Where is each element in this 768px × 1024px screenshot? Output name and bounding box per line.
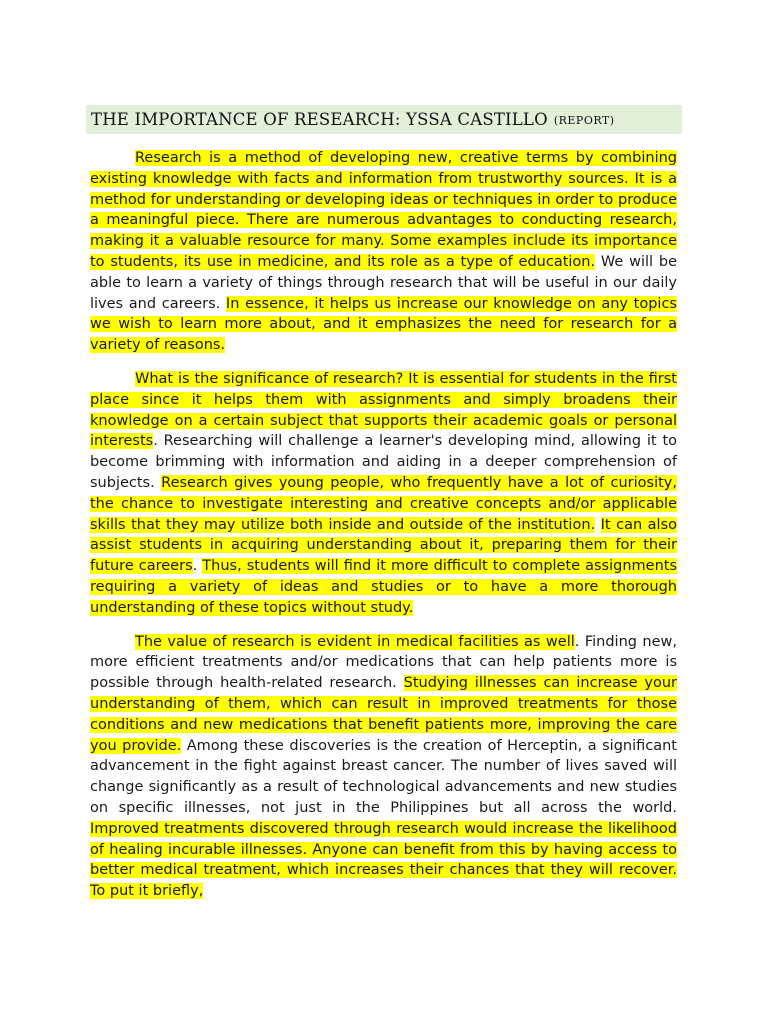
highlighted-text: Research gives young people, who frequently have a lot of curiosity, the chance to investigate interesting and creative concepts and/or applicable skills that they may utilize both inside and outside of the institution.: [90, 474, 677, 533]
document-title-bar: [86, 105, 682, 134]
document-title-suffix: (REPORT): [553, 114, 615, 127]
paragraph-3: [90, 632, 677, 902]
plain-text: [595, 517, 601, 533]
document-title: THE IMPORTANCE OF RESEARCH: YSSA CASTILLO: [91, 110, 548, 129]
plain-text: . Finding new, more efficient treatments and/or medications that can help patients more is possible through health-related research.: [90, 633, 677, 692]
highlighted-text: Thus, students will find it more difficult to complete assignments requiring a variety of ideas and studies or to have a more thorough understanding of these topics without study.: [90, 558, 678, 616]
highlighted-text: Improved treatments discovered through research would increase the likelihood of healing incurable illnesses. Anyone can benefit from this by having access to better medical treatment, which increases their chances that they will recover. To put it briefly,: [90, 820, 677, 900]
highlighted-text: What is the significance of research? It is essential for students in the first place since it helps them with assignments and simply broadens their knowledge on a certain subject that supports their academic goals or personal interests: [90, 370, 677, 450]
document-body: [90, 148, 677, 915]
plain-text: .: [192, 558, 203, 575]
highlighted-text: The value of research is evident in medical facilities as well: [135, 633, 575, 650]
plain-text: . Researching will challenge a learner's developing mind, allowing it to become brimming with information and aiding in a deeper comprehension of subjects.: [90, 433, 677, 491]
plain-text: Among these discoveries is the creation of Herceptin, a significant advancement in the fight against breast cancer. The number of lives saved will change significantly as a result of technological advancements and new studies on specific illnesses, not just in the Philippines but all across the world.: [90, 737, 677, 816]
highlighted-text: In essence, it helps us increase our knowledge on any topics we wish to learn more about, and it emphasizes the need for research for a variety of reasons.: [90, 295, 677, 354]
highlighted-text: Studying illnesses can increase your understanding of them, which can result in improved treatments for those conditions and new medications that benefit patients more, improving the care you provide.: [90, 675, 677, 754]
paragraph-1: [90, 148, 677, 356]
highlighted-text: It can also assist students in acquiring understanding about it, preparing them for their future careers: [90, 516, 677, 575]
highlighted-text: Research is a method of developing new, creative terms by combining existing knowledge with facts and information from trustworthy sources. It is a method for understanding or developing ideas or techniques in order to produce a meaningful piece. There are numerous advantages to conducting research, making it a valuable resource for many. Some examples include its importance to students, its use in medicine, and its role as a type of education.: [90, 150, 677, 270]
paragraph-2: [90, 369, 677, 619]
plain-text: We will be able to learn a variety of things through research that will be useful in our daily lives and careers.: [90, 253, 677, 312]
